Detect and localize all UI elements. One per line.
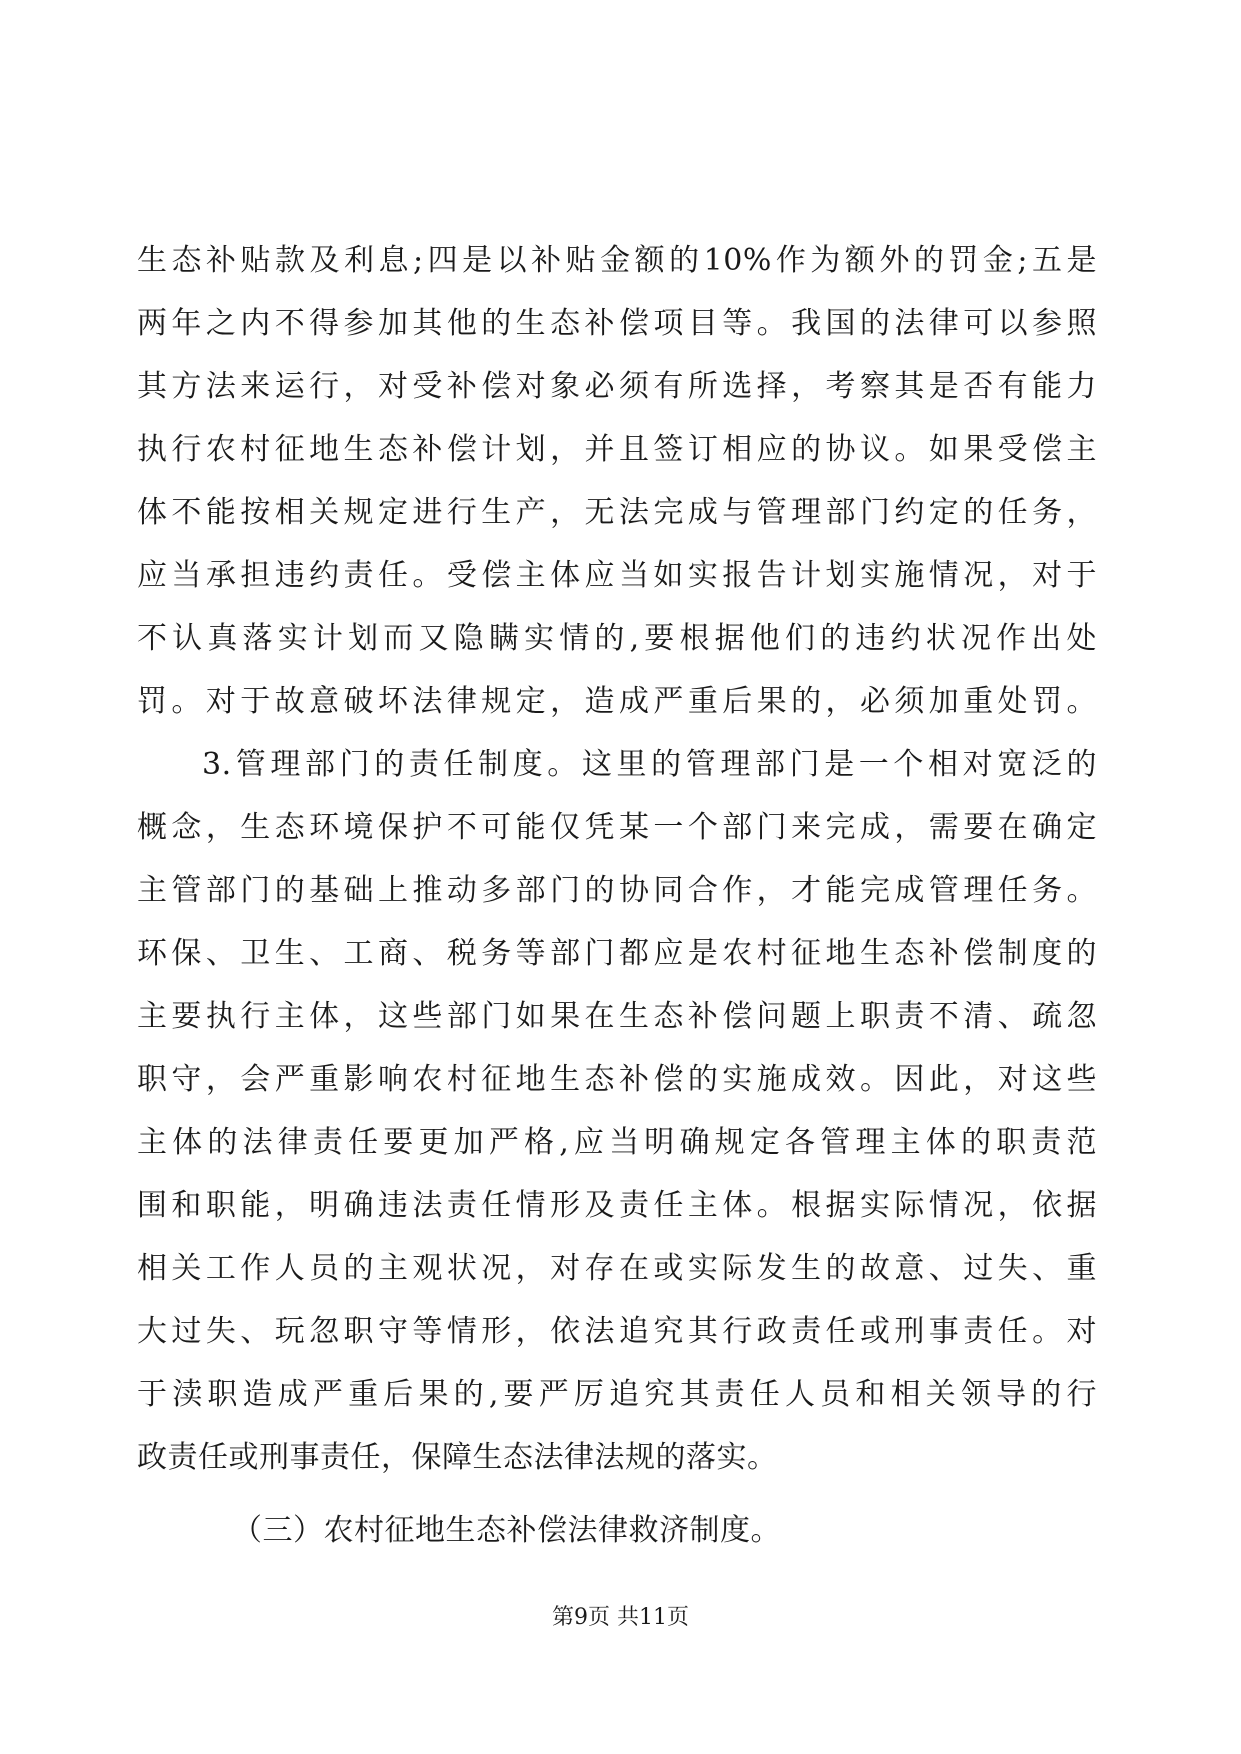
text-line: 执行农村征地生态补偿计划，并且签订相应的协议。如果受偿主 [137,432,1097,467]
text-line: 体不能按相关规定进行生产，无法完成与管理部门约定的任务， [137,495,1097,530]
body-text [137,229,1097,1562]
paragraph [137,733,1097,1489]
text-line: 大过失、玩忽职守等情形，依法追究其行政责任或刑事责任。对 [137,1314,1097,1349]
text-line: 环保、卫生、工商、税务等部门都应是农村征地生态补偿制度的 [137,936,1097,971]
text-line: 不认真落实计划而又隐瞒实情的,要根据他们的违约状况作出处 [137,621,1097,656]
text-line: 相关工作人员的主观状况，对存在或实际发生的故意、过失、重 [137,1251,1097,1286]
paragraph [137,229,1097,733]
text-line: 于渎职造成严重后果的,要严厉追究其责任人员和相关领导的行 [137,1377,1097,1412]
text-line: 3.管理部门的责任制度。这里的管理部门是一个相对宽泛的 [202,747,1097,782]
text-line: 政责任或刑事责任，保障生态法律法规的落实。 [137,1440,778,1475]
section-heading: （三）农村征地生态补偿法律救济制度。 [232,1513,781,1548]
text-line: 职守，会严重影响农村征地生态补偿的实施成效。因此，对这些 [137,1062,1097,1097]
text-line: 主体的法律责任要更加严格,应当明确规定各管理主体的职责范 [137,1125,1097,1160]
text-line: 围和职能，明确违法责任情形及责任主体。根据实际情况，依据 [137,1188,1097,1223]
text-line: 应当承担违约责任。受偿主体应当如实报告计划实施情况，对于 [137,558,1097,593]
text-line: 概念，生态环境保护不可能仅凭某一个部门来完成，需要在确定 [137,810,1097,845]
text-line: 其方法来运行，对受补偿对象必须有所选择，考察其是否有能力 [137,369,1097,404]
text-line: 主要执行主体，这些部门如果在生态补偿问题上职责不清、疏忽 [137,999,1097,1034]
text-line: 两年之内不得参加其他的生态补偿项目等。我国的法律可以参照 [137,306,1097,341]
text-line: 生态补贴款及利息;四是以补贴金额的10%作为额外的罚金;五是 [137,243,1097,278]
text-line: 罚。对于故意破坏法律规定，造成严重后果的，必须加重处罚。 [137,684,1097,719]
text-line: 主管部门的基础上推动多部门的协同合作，才能完成管理任务。 [137,873,1097,908]
page-number-footer: 第9页 共11页 [552,1605,689,1630]
